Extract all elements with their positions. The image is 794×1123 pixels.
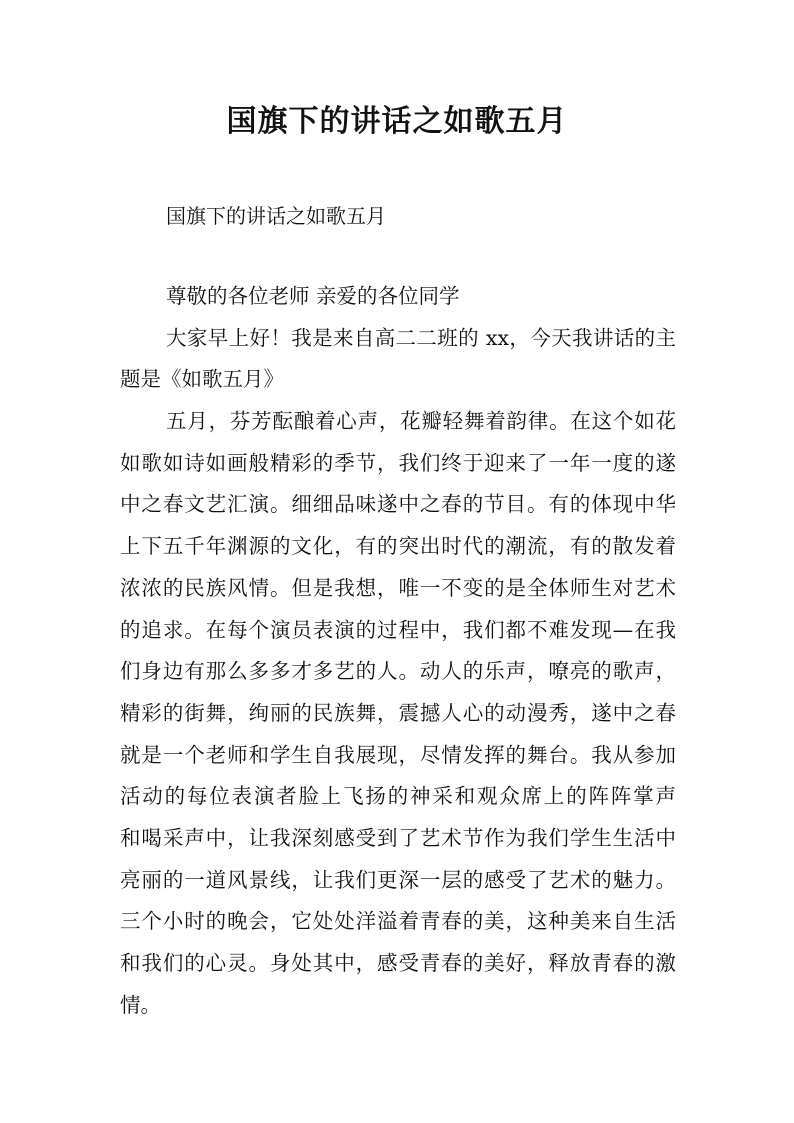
text-line: 就是一个老师和学生自我展现，尽情发挥的舞台。我从参加 bbox=[120, 742, 676, 767]
text-line: 精彩的街舞，绚丽的民族舞，震撼人心的动漫秀，遂中之春 bbox=[120, 700, 676, 725]
text-line: 尊敬的各位老师 亲爱的各位同学 bbox=[166, 284, 460, 308]
document-subtitle: 国旗下的讲话之如歌五月 bbox=[166, 204, 386, 228]
paragraph bbox=[120, 276, 676, 318]
text-line: 如歌如诗如画般精彩的季节，我们终于迎来了一年一度的遂 bbox=[120, 450, 676, 475]
text-line: 和我们的心灵。身处其中，感受青春的美好，释放青春的激 bbox=[120, 951, 676, 975]
text-line: 亮丽的一道风景线，让我们更深一层的感受了艺术的魅力。 bbox=[120, 867, 676, 892]
text-line: 们身边有那么多多才多艺的人。动人的乐声，嘹亮的歌声， bbox=[120, 659, 676, 684]
document-body bbox=[120, 276, 676, 1026]
document-title: 国旗下的讲话之如歌五月 bbox=[226, 104, 568, 139]
text-line: 三个小时的晚会，它处处洋溢着青春的美，这种美来自生活 bbox=[120, 909, 676, 934]
text-line: 上下五千年渊源的文化，有的突出时代的潮流，有的散发着 bbox=[120, 534, 676, 559]
paragraph bbox=[120, 401, 676, 1026]
text-line: 大家早上好！我是来自高二二班的 xx，今天我讲话的主 bbox=[166, 325, 676, 350]
text-line: 情。 bbox=[120, 992, 161, 1017]
text-line: 活动的每位表演者脸上飞扬的神采和观众席上的阵阵掌声 bbox=[120, 784, 676, 809]
text-line: 浓浓的民族风情。但是我想，唯一不变的是全体师生对艺术 bbox=[120, 575, 676, 600]
text-line: 和喝采声中，让我深刻感受到了艺术节作为我们学生生活中 bbox=[120, 825, 676, 850]
text-line: 中之春文艺汇演。细细品味遂中之春的节目。有的体现中华 bbox=[120, 492, 676, 517]
paragraph bbox=[120, 318, 676, 401]
text-line: 的追求。在每个演员表演的过程中，我们都不难发现—在我 bbox=[120, 617, 676, 642]
text-line: 题是《如歌五月》 bbox=[120, 367, 284, 392]
text-line: 五月，芬芳酝酿着心声，花瓣轻舞着韵律。在这个如花 bbox=[166, 409, 676, 434]
